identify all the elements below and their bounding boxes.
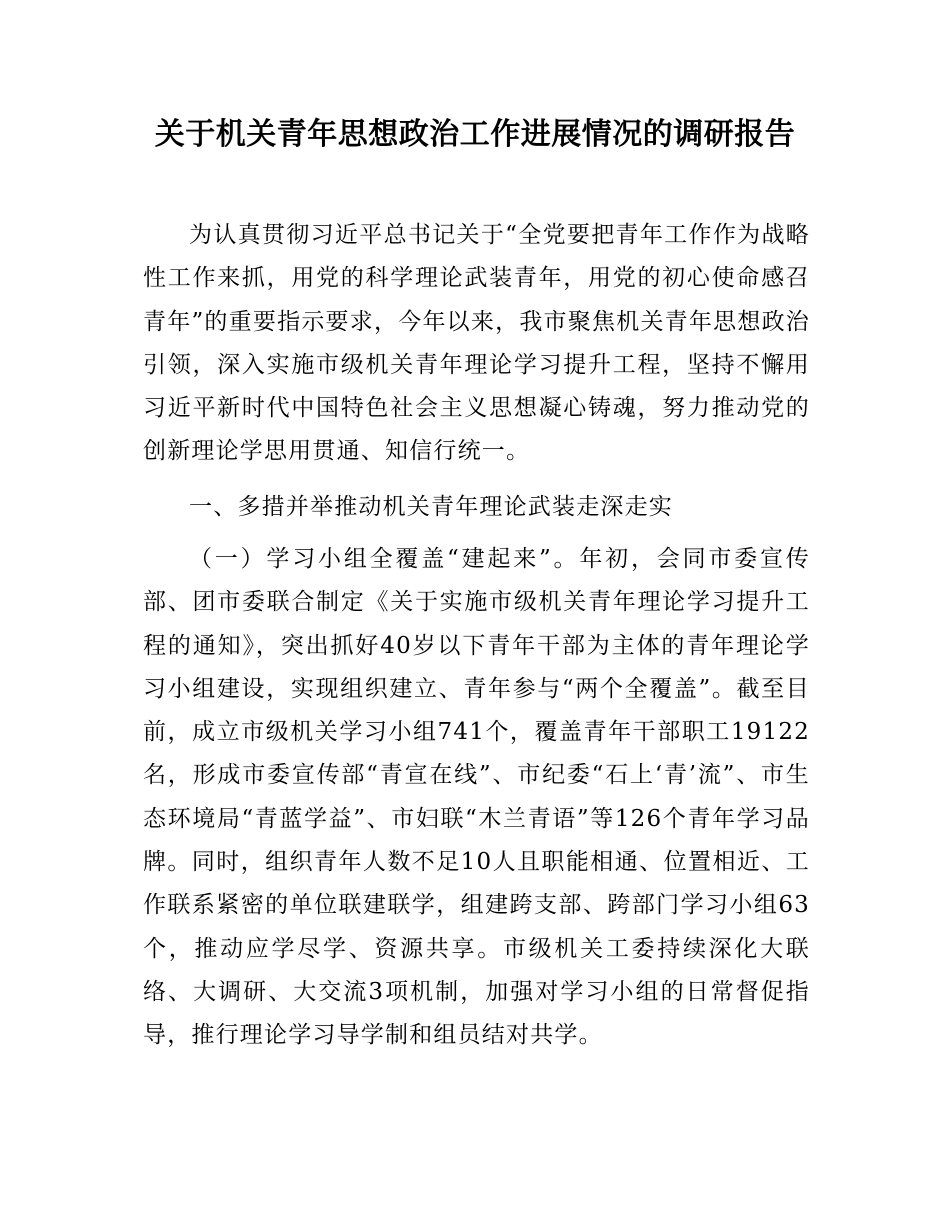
document-title: 关于机关青年思想政治工作进展情况的调研报告 xyxy=(154,117,796,152)
section-heading: 一、多措并举推动机关青年理论武装走深走实 xyxy=(189,494,673,520)
subsection-paragraph: （一）学习小组全覆盖“建起来”。年初，会同市委宣传部、团市委联合制定《关于实施市级机关青年理论学习提升工程的通知》，突出抓好40岁以下青年干部为主体的青年理论学习小组建设，实现组织建立、青年参与“两个全覆盖”。截至目前，成立市级机关学习小组741个，覆盖青年干部职工19122名，形成市委宣传部“青宣在线”、市纪委“石上‘青’流”、市生态环境局“青蓝学益”、市妇联“木兰青语”等126个青年学习品牌。同时，组织青年人数不足10人且职能相通、位置相近、工作联系紧密的单位联建联学，组建跨支部、跨部门学习小组63个，推动应学尽学、资源共享。市级机关工委持续深化大联络、大调研、大交流3项机制，加强对学习小组的日常督促指导，推行理论学习导学制和组员结对共学。 xyxy=(143,546,810,1049)
intro-paragraph: 为认真贯彻习近平总书记关于“全党要把青年工作作为战略性工作来抓，用党的科学理论武装青年，用党的初心使命感召青年”的重要指示要求，今年以来，我市聚焦机关青年思想政治引领，深入实施市级机关青年理论学习提升工程，坚持不懈用习近平新时代中国特色社会主义思想凝心铸魂，努力推动党的创新理论学思用贯通、知信行统一。 xyxy=(143,222,810,465)
